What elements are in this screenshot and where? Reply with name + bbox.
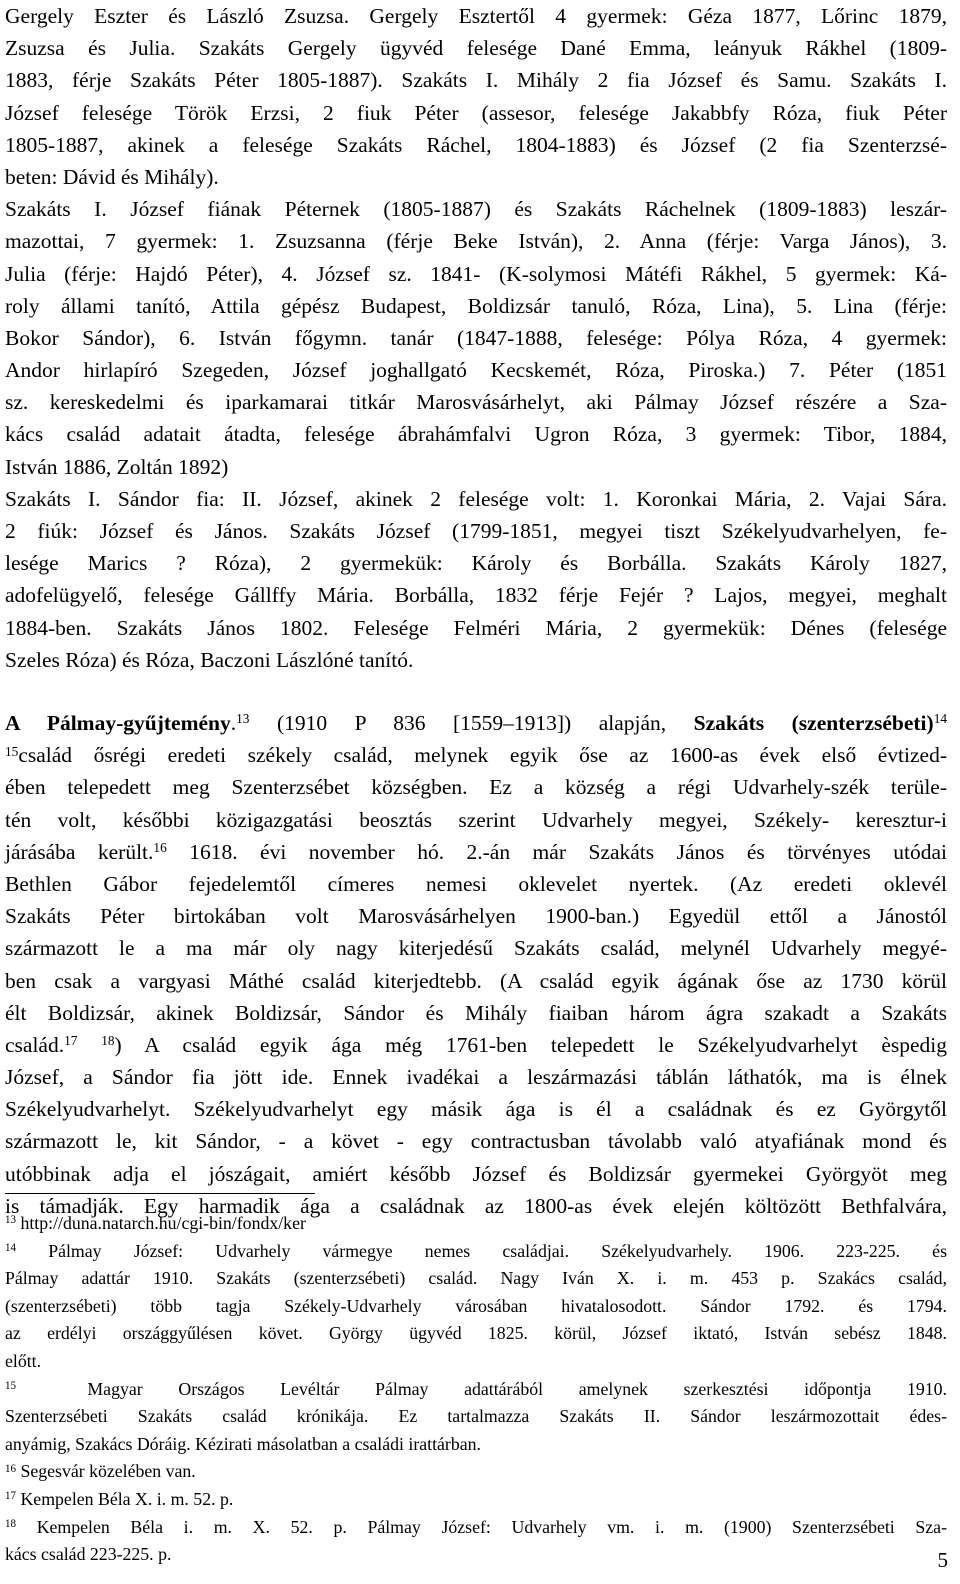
text-line: Szeles Róza) és Róza, Baczoni Lászlóné tanító. [5,647,414,672]
section-line: tén volt, későbbi közigazgatási beosztás szerint Udvarhely megyei, Székely- keresztur-i [5,807,947,832]
footnote-14-line: (szenterzsébeti) több tagja Székely-Udvarhely városában hivatalosodott. Sándor 1792. és 1794. [5,1295,947,1316]
section-line: család.$^{17}$ $^{18}$) A család egyik ága még 1761-ben telepedett le Székelyudvarhelyt èspedig [5,1032,948,1057]
section-line: utóbbinak adja el jószágait, amiért később József és Boldizsár gyermekei Györgyöt meg [5,1161,947,1186]
footnote-ref-14: 14 [933,711,948,727]
palmay-section [5,707,947,1222]
genealogy-paragraphs [5,0,947,676]
footnote-ref-15: 15 [5,743,19,759]
section-line: Bethlen Gábor fejedelemtől címeres nemesi oklevelet nyertek. (Az eredeti oklevél [5,871,947,896]
section-line: járásába került.$^{16}$ 1618. évi november hó. 2.-án már Szakáts János és törvényes utódai [5,839,947,864]
text-line: kács család adatait átadta, felesége ábrahámfalvi Ugron Róza, 3 gyermek: Tibor, 1884, [5,422,947,447]
text-line: Bokor Sándor), 6. István főgymn. tanár (1847-1888, felesége: Pólya Róza, 4 gyermek: [5,325,947,350]
text-line: mazottai, 7 gyermek: 1. Zsuzsanna (férje Beke István), 2. Anna (férje: Varga János), 3. [5,229,947,254]
footnote-ref-17: 17 [64,1033,78,1049]
footnote-14: $^{14}$ Pálmay József: Udvarhely vármegye nemes családjai. Székelyudvarhely. 1906. 223-225. és [5,1240,947,1261]
footnotes [5,1210,947,1569]
text-line: József felesége Török Erzsi, 2 fiuk Péter (assesor, felesége Jakabbfy Róza, fiuk Péter [5,100,947,125]
section-title: A Pálmay-gyűjtemény [5,711,231,735]
footnote-18: $^{18}$ Kempelen Béla i. m. X. 52. p. Pálmay József: Udvarhely vm. i. m. (1900) Szenterzsébeti Sza- [5,1516,947,1537]
section-line: József, a Sándor fia jött ide. Ennek ivadékai a leszármazási táblán láthatók, ma is élnek [5,1065,947,1090]
section-line: ében telepedett meg Szenterzsébet községben. Ez a község a régi Udvarhely-szék terüle- [5,775,947,800]
footnote-ref-13: 13 [236,711,250,727]
section-heading-line: A Pálmay-gyűjtemény.$^{13}$ (1910 P 836 [1559–1913]) alapján, Szakáts (szenterzsébeti)$^{14}$ [5,711,948,735]
section-line: ben csak a vargyasi Máthé család kiterjedtebb. (A család egyik ágának őse az 1730 körül [5,968,947,993]
footnote-17: $^{17}$ Kempelen Béla X. i. m. 52. p. [5,1488,234,1509]
footnote-separator [5,1193,315,1194]
text-line: Andor hirlapíró Szegeden, József joghallgató Kecskemét, Róza, Piroska.) 7. Péter (1851 [5,358,947,383]
footnote-15: $^{15}$ Magyar Országos Levéltár Pálmay adattárából amelynek szerkesztési időpontja 1910. [5,1378,948,1399]
text-line: adofelügyelő, felesége Gállffy Mária. Borbálla, 1832 férje Fejér ? Lajos, megyei, meghalt [5,583,947,608]
section-line: $^{15}$család ősrégi eredeti székely család, melynek egyik őse az 1600-as évek első évtized- [5,743,947,768]
section-line: származott le, kit Sándor, - a követ - egy contractusban távolabb való atyafiának mond és [5,1129,947,1154]
footnote-15-line: anyámig, Szakács Dóráig. Kézirati másolatban a családi irattárban. [5,1433,481,1454]
text-line: lesége Marics ? Róza), 2 gyermekük: Károly és Borbálla. Szakáts Károly 1827, [5,551,947,576]
section-line: Szakáts Péter birtokában volt Marosvásárhelyen 1900-ban.) Egyedül ettől a Jánostól [5,904,947,929]
text-line: Gergely Eszter és László Zsuzsa. Gergely Esztertől 4 gyermek: Géza 1877, Lőrinc 1879, [5,4,947,28]
text-line: Julia (férje: Hajdó Péter), 4. József sz. 1841- (K-solymosi Mátéfi Rákhel, 5 gyermek: Ká- [5,261,947,286]
footnote-18-line: kács család 223-225. p. [5,1544,172,1565]
text-line: Zsuzsa és Julia. Szakáts Gergely ügyvéd felesége Dané Emma, leányuk Rákhel (1809- [5,36,947,61]
section-line: is támadják. Egy harmadik ága a családnak az 1800-as évek elején költözött Bethfalvára, [5,1193,947,1218]
footnote-14-line: Pálmay adattár 1910. Szakáts (szenterzsébeti) család. Nagy Iván X. i. m. 453 p. Szakács család, [5,1268,947,1289]
text-line: Szakáts I. Sándor fia: II. József, akinek 2 felesége volt: 1. Koronkai Mária, 2. Vajai Sára. [5,486,947,511]
family-name: Szakáts (szenterzsébeti) [693,711,934,735]
footnote-13: $^{13}$ http://duna.natarch.hu/cgi-bin/fondx/ker [5,1213,306,1233]
footnote-16: $^{16}$ Segesvár közelében van. [5,1461,196,1482]
footnote-ref-18: 18 [101,1033,115,1049]
text-line: roly állami tanító, Attila gépész Budapest, Boldizsár tanuló, Róza, Lina), 5. Lina (férje: [5,293,947,318]
section-line: származott le a ma már oly nagy kiterjedésű Szakáts család, melynél Udvarhely megyé- [5,936,947,961]
text-line: Szakáts I. József fiának Péternek (1805-1887) és Szakáts Ráchelnek (1809-1883) leszár- [5,197,947,222]
text-line: sz. kereskedelmi és iparkamarai titkár Marosvásárhelyt, aki Pálmay József részére a Sza- [5,390,947,415]
section-line: élt Boldizsár, akinek Boldizsár, Sándor és Mihály fiaiban három ágra szakadt a Szakáts [5,1000,947,1025]
footnote-15-line: Szenterzsébeti Szakáts család krónikája. Ez tartalmazza Szakáts II. Sándor leszármozottait édes- [5,1406,947,1427]
page-number: 5 [937,1548,948,1572]
section-line: Székelyudvarhelyt. Székelyudvarhelyt egy másik ága is él a családnak és ez Györgytől [5,1097,947,1122]
text-line: 1805-1887, akinek a felesége Szakáts Ráchel, 1804-1883) és József (2 fia Szenterzsé- [5,132,947,157]
text-line: 1883, férje Szakáts Péter 1805-1887). Szakáts I. Mihály 2 fia József és Samu. Szakáts I. [5,68,947,93]
text-line: beten: Dávid és Mihály). [5,164,219,189]
text-line: István 1886, Zoltán 1892) [5,454,229,479]
footnote-14-line: az erdélyi országgyűlésen követ. György ügyvéd 1825. körül, József iktató, István sebész 1848. [5,1323,947,1344]
footnote-ref-16: 16 [153,840,167,856]
text-line: 1884-ben. Szakáts János 1802. Felesége Felméri Mária, 2 gyermekük: Dénes (felesége [5,615,947,640]
text-line: 2 fiúk: József és János. Szakáts József (1799-1851, megyei tiszt Székelyudvarhelyen, fe- [5,519,947,543]
footnote-14-line: előtt. [5,1350,42,1371]
